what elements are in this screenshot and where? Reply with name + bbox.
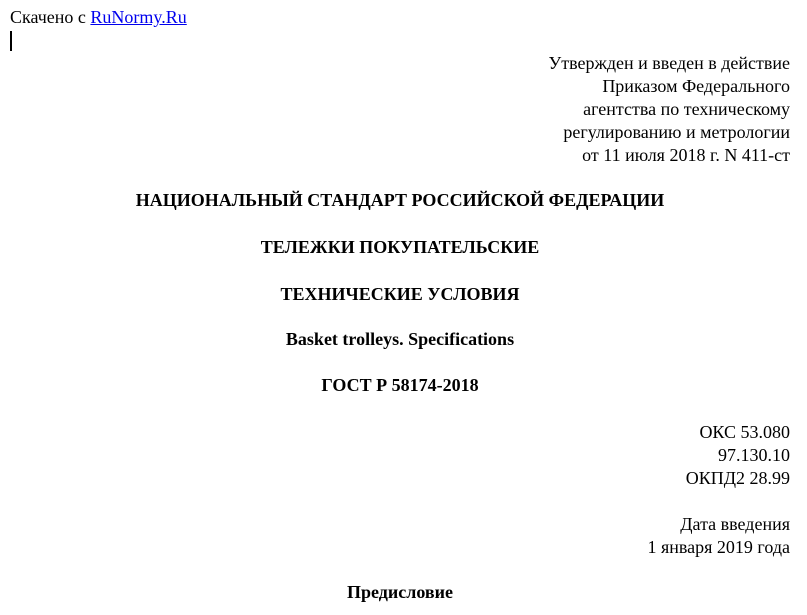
approval-block [548, 52, 790, 167]
standard-type-heading: НАЦИОНАЛЬНЫЙ СТАНДАРТ РОССИЙСКОЙ ФЕДЕРАЦИИ [135, 190, 665, 210]
standard-name-english: Basket trolleys. Specifications [285, 329, 515, 349]
introduction-date-block [647, 513, 790, 559]
introduction-date-value: 1 января 2019 года [647, 537, 790, 557]
classification-codes [686, 421, 790, 490]
approval-line: Приказом Федерального [602, 76, 790, 96]
introduction-date-label: Дата введения [680, 514, 790, 534]
approval-line: регулированию и метрологии [563, 122, 790, 142]
text-cursor [10, 31, 12, 51]
approval-line: от 11 июля 2018 г. N 411-ст [582, 145, 790, 165]
source-line [10, 6, 187, 29]
standard-subtitle-heading: ТЕХНИЧЕСКИЕ УСЛОВИЯ [280, 284, 520, 304]
standard-code: ГОСТ Р 58174-2018 [321, 375, 479, 395]
standard-name-heading: ТЕЛЕЖКИ ПОКУПАТЕЛЬСКИЕ [260, 237, 540, 257]
oks-code-secondary: 97.130.10 [718, 445, 790, 465]
foreword-heading: Предисловие [347, 582, 453, 602]
oks-code: ОКС 53.080 [699, 422, 790, 442]
approval-line: агентства по техническому [583, 99, 790, 119]
okpd-code: ОКПД2 28.99 [685, 468, 790, 488]
approval-line: Утвержден и введен в действие [548, 53, 790, 73]
source-prefix: Скачено с [10, 7, 91, 27]
source-link[interactable]: RuNormy.Ru [90, 7, 187, 27]
